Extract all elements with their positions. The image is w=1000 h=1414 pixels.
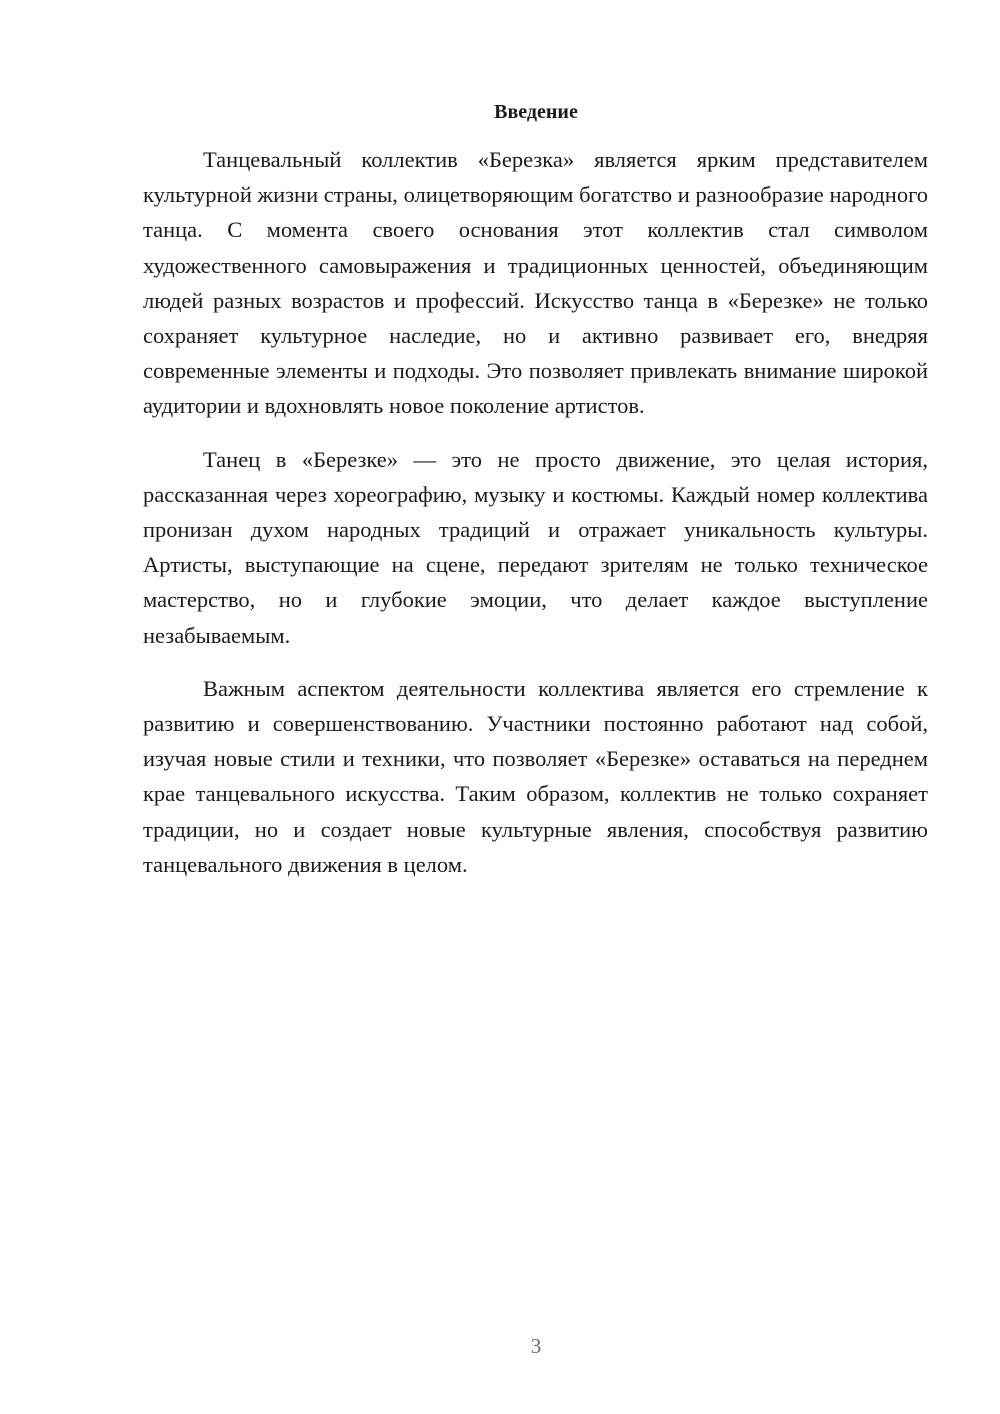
paragraph-2: Танец в «Березке» — это не просто движение, это целая история, рассказанная через хореографию, музыку и костюмы. Каждый номер коллектива пронизан духом народных традиций и отражает уникальность культуры. Артисты, выступающие на сцене, передают зрителям не только техническое мастерство, но и глубокие эмоции, что делает каждое выступление незабываемым.: [143, 446, 928, 648]
page-title: Введение: [494, 101, 578, 123]
paragraph-1: Танцевальный коллектив «Березка» является ярким представителем культурной жизни страны, олицетворяющим богатство и разнообразие народного танца. С момента своего основания этот коллектив стал символом художественного самовыражения и традиционных ценностей, объединяющим людей разных возрастов и профессий. Искусство танца в «Березке» не только сохраняет культурное наследие, но и активно развивает его, внедряя современные элементы и подходы. Это позволяет привлекать внимание широкой аудитории и вдохновлять новое поколение артистов.: [143, 147, 928, 419]
body-text: [143, 142, 928, 900]
page-number: 3: [530, 1334, 542, 1358]
paragraph-3: Важным аспектом деятельности коллектива является его стремление к развитию и совершенствованию. Участники постоянно работают над собой, изучая новые стили и техники, что позволяет «Березке» оставаться на переднем крае танцевального искусства. Таким образом, коллектив не только сохраняет традиции, но и создает новые культурные явления, способствуя развитию танцевального движения в целом.: [143, 675, 928, 877]
